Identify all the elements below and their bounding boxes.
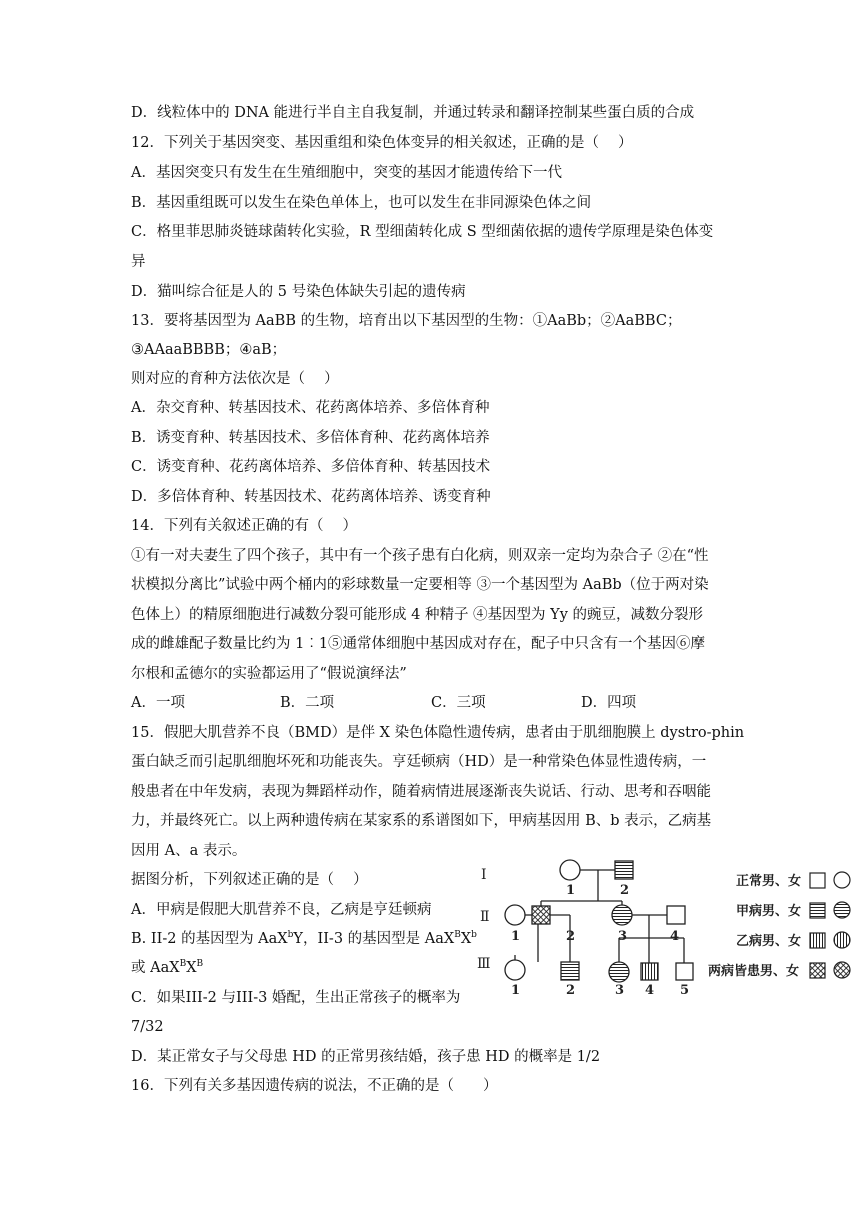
legend-disease-a-male [810, 903, 825, 918]
gen3-male-2-disease-a [561, 962, 579, 980]
q14-statement-line3: 色体上）的精原细胞进行减数分裂可能形成 4 种精子 ④基因型为 Yy 的豌豆，减数分裂形 [131, 607, 704, 623]
q14-statement-line4: 成的雌雄配子数量比约为 1︰1⑤通常体细胞中基因成对存在，配子中只含有一个基因⑥摩 [131, 636, 706, 652]
q15-option-a: A．甲病是假肥大肌营养不良，乙病是亨廷顿病 [131, 902, 432, 918]
legend-normal-male [810, 873, 825, 888]
generation-label-2: Ⅱ [480, 909, 490, 925]
q14-statement-line5: 尔根和孟德尔的实验都运用了“假说演绎法” [131, 666, 407, 682]
gen2-num-1: 1 [511, 929, 521, 944]
legend-normal-female [834, 872, 850, 888]
q15-option-c-line2: 7/32 [131, 1019, 164, 1035]
gen1-male-2-disease-a [615, 861, 633, 879]
legend-disease-a-female [834, 902, 850, 918]
q15-stem-line1: 15．假肥大肌营养不良（BMD）是伴 X 染色体隐性遗传病，患者由于肌细胞膜上 dystro-phin [131, 725, 745, 741]
q13-option-b: B．诱变育种、转基因技术、多倍体育种、花药离体培养 [131, 430, 490, 446]
legend-both-female [834, 962, 850, 978]
q15-stem-line3: 般患者在中年发病，表现为舞蹈样动作，随着病情进展逐渐丧失说话、行动、思考和吞咽能 [131, 784, 711, 800]
generation-label-1: Ⅰ [481, 867, 487, 883]
legend-disease-b-male [810, 933, 825, 948]
gen2-num-3: 3 [618, 929, 628, 944]
gen3-num-3: 3 [615, 983, 625, 995]
q12-option-c-line2: 异 [131, 254, 146, 270]
q13-stem-line3: 则对应的育种方法依次是（ ） [131, 371, 339, 387]
gen2-male-4-normal [667, 906, 685, 924]
q15-stem-line5: 因用 A、a 表示。 [131, 843, 247, 859]
pedigree-figure [470, 855, 855, 995]
gen3-num-4: 4 [645, 983, 655, 995]
q14-statement-line1: ①有一对夫妻生了四个孩子，其中有一个孩子患有白化病，则双亲一定均为杂合子 ②在“性 [131, 548, 709, 564]
q15-stem-line4: 力，并最终死亡。以上两种遗传病在某家系的系谱图如下，甲病基因用 B、b 表示，乙病基 [131, 813, 712, 829]
q13-option-a: A．杂交育种、转基因技术、花药离体培养、多倍体育种 [131, 400, 490, 416]
gen3-num-5: 5 [680, 983, 690, 995]
gen1-num-2: 2 [620, 883, 630, 898]
gen3-female-1-normal [505, 960, 525, 980]
gen3-female-3-disease-a [609, 962, 629, 982]
gen1-female-1-normal [560, 860, 580, 880]
generation-label-3: Ⅲ [477, 956, 491, 972]
gen2-male-2-both-diseases [532, 906, 550, 924]
q12-option-b: B．基因重组既可以发生在染色单体上，也可以发生在非同源染色体之间 [131, 195, 592, 211]
q14-option-b: B．二项 [280, 695, 335, 711]
legend-disease-b-female [834, 932, 850, 948]
gen3-male-4-disease-b [641, 963, 658, 980]
q14-option-d: D．四项 [581, 695, 637, 711]
gen3-num-1: 1 [511, 983, 521, 995]
q12-option-a: A．基因突变只有发生在生殖细胞中，突变的基因才能遗传给下一代 [131, 165, 562, 181]
gen3-num-2: 2 [566, 983, 576, 995]
q13-stem-line1: 13．要将基因型为 AaBB 的生物，培育出以下基因型的生物：①AaBb；②AaBBC； [131, 313, 682, 329]
gen2-female-3-disease-a [612, 905, 632, 925]
q13-stem-line2: ③AAaaBBBB；④aB； [131, 342, 287, 358]
q11-option-d: D．线粒体中的 DNA 能进行半自主自我复制，并通过转录和翻译控制某些蛋白质的合成 [131, 105, 695, 121]
q14-option-c: C．三项 [431, 695, 486, 711]
q14-statement-line2: 状模拟分离比”试验中两个桶内的彩球数量一定要相等 ③一个基因型为 AaBb（位于两对染 [131, 577, 709, 593]
legend-label-normal: 正常男、女 [736, 874, 802, 889]
gen3-male-5-normal [676, 963, 693, 980]
q15-option-b-line1: B. II-2 的基因型为 AaX$^b$Y，II-3 的基因型是 $AaX^BX^b$ [131, 930, 477, 947]
q15-option-d: D．某正常女子与父母患 HD 的正常男孩结婚，孩子患 HD 的概率是 1/2 [131, 1049, 601, 1065]
q15-stem-line6: 据图分析，下列叙述正确的是（ ） [131, 872, 368, 888]
q12-option-c-line1: C．格里菲思肺炎链球菌转化实验，R 型细菌转化成 S 型细菌依据的遗传学原理是染色体变 [131, 224, 714, 240]
q15-option-c-line1: C．如果III-2 与III-3 婚配，生出正常孩子的概率为 [131, 990, 461, 1006]
legend-label-disease-b: 乙病男、女 [736, 934, 802, 949]
legend [708, 872, 850, 979]
legend-both-male [810, 963, 825, 978]
q12-option-d: D．猫叫综合征是人的 5 号染色体缺失引起的遗传病 [131, 284, 466, 300]
legend-label-disease-a: 甲病男、女 [736, 904, 802, 919]
q13-option-c: C．诱变育种、花药离体培养、多倍体育种、转基因技术 [131, 459, 491, 475]
pedigree-lines [538, 870, 684, 963]
q13-option-d: D．多倍体育种、转基因技术、花药离体培养、诱变育种 [131, 489, 491, 505]
q12-stem: 12．下列关于基因突变、基因重组和染色体变异的相关叙述，正确的是（ ） [131, 135, 633, 151]
gen1-num-1: 1 [566, 883, 576, 898]
q15-option-b-line2: 或 $AaX^BX^B$ [131, 959, 204, 976]
gen2-num-4: 4 [670, 929, 680, 944]
q14-option-a: A．一项 [131, 695, 185, 711]
q16-stem: 16．下列有关多基因遗传病的说法，不正确的是（ ） [131, 1078, 498, 1094]
q14-stem: 14．下列有关叙述正确的有（ ） [131, 518, 358, 534]
gen2-female-1-normal [505, 905, 525, 925]
legend-label-both: 两病皆患男、女 [708, 964, 800, 979]
q15-stem-line2: 蛋白缺乏而引起肌细胞坏死和功能丧失。亨廷顿病（HD）是一种常染色体显性遗传病，一 [131, 754, 707, 770]
gen2-num-2: 2 [566, 929, 576, 944]
